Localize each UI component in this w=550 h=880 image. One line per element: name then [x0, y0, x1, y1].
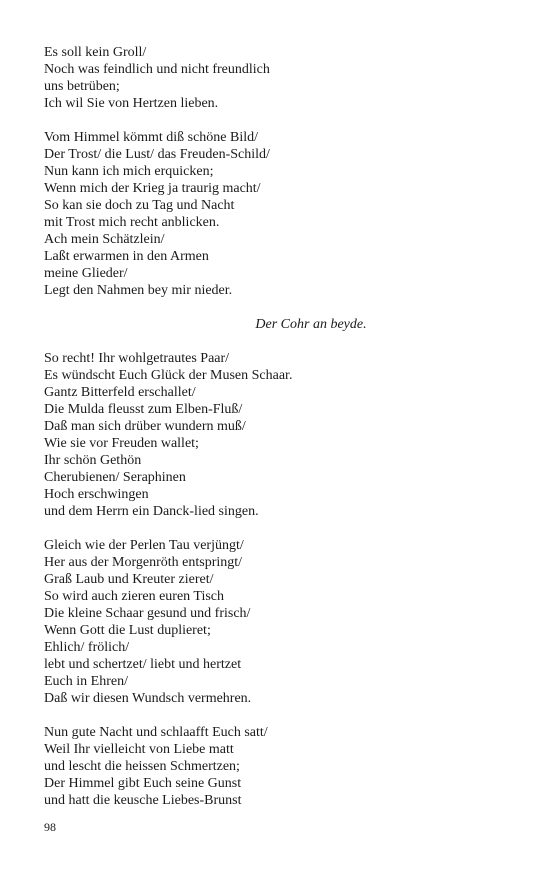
verse-line: Vom Himmel kömmt diß schöne Bild/	[44, 130, 259, 145]
verse-line: Wenn Gott die Lust duplieret;	[44, 623, 211, 638]
verse-line: Die kleine Schaar gesund und frisch/	[44, 606, 251, 621]
verse-line: Die Mulda fleusst zum Elben-Fluß/	[44, 402, 243, 417]
verse-line: Ihr schön Gethön	[44, 453, 142, 468]
verse-line: lebt und schertzet/ liebt und hertzet	[44, 657, 242, 672]
stanza	[44, 537, 514, 707]
verse-line: So wird auch zieren euren Tisch	[44, 589, 225, 604]
verse-line: Laßt erwarmen in den Armen	[44, 249, 209, 264]
verse-line: und lescht die heissen Schmertzen;	[44, 759, 240, 774]
verse-line: Weil Ihr vielleicht von Liebe matt	[44, 742, 234, 757]
verse-line: uns betrüben;	[44, 79, 120, 94]
verse-line: Es soll kein Groll/	[44, 45, 147, 60]
verse-line: Ehlich/ frölich/	[44, 640, 130, 655]
verse-line: Noch was feindlich und nicht freundlich	[44, 62, 270, 77]
verse-line: Ich wil Sie von Hertzen lieben.	[44, 96, 219, 111]
verse-line: Legt den Nahmen bey mir nieder.	[44, 283, 233, 298]
verse-line: mit Trost mich recht anblicken.	[44, 215, 220, 230]
verse-line: So kan sie doch zu Tag und Nacht	[44, 198, 235, 213]
stanza	[44, 44, 514, 112]
verse-line: Daß man sich drüber wundern muß/	[44, 419, 246, 434]
verse-line: Wie sie vor Freuden wallet;	[44, 436, 199, 451]
verse-line: Hoch erschwingen	[44, 487, 149, 502]
verse-line: Her aus der Morgenröth entspringt/	[44, 555, 243, 570]
verse-line: Nun kann ich mich erquicken;	[44, 164, 214, 179]
verse-line: So recht! Ihr wohlgetrautes Paar/	[44, 351, 230, 366]
verse-line: Cherubienen/ Seraphinen	[44, 470, 186, 485]
verse-line: Gantz Bitterfeld erschallet/	[44, 385, 196, 400]
verse-line: Gleich wie der Perlen Tau verjüngt/	[44, 538, 244, 553]
verse-line: Es wündscht Euch Glück der Musen Schaar.	[44, 368, 293, 383]
verse-line: Graß Laub und Kreuter zieret/	[44, 572, 214, 587]
verse-line: Nun gute Nacht und schlaafft Euch satt/	[44, 725, 268, 740]
stanza	[44, 129, 514, 299]
section-heading: Der Cohr an beyde.	[255, 317, 367, 332]
poem-part-b	[44, 350, 514, 809]
verse-line: Der Trost/ die Lust/ das Freuden-Schild/	[44, 147, 270, 162]
verse-line: Euch in Ehren/	[44, 674, 128, 689]
verse-line: und hatt die keusche Liebes-Brunst	[44, 793, 242, 808]
verse-line: Der Himmel gibt Euch seine Gunst	[44, 776, 242, 791]
stanza	[44, 350, 514, 520]
page-number: 98	[44, 820, 56, 834]
verse-line: Wenn mich der Krieg ja traurig macht/	[44, 181, 261, 196]
verse-line: Daß wir diesen Wundsch vermehren.	[44, 691, 252, 706]
verse-line: meine Glieder/	[44, 266, 128, 281]
poem-part-a	[44, 44, 514, 299]
poem-text	[44, 44, 514, 826]
stanza	[44, 724, 514, 809]
verse-line: Ach mein Schätzlein/	[44, 232, 165, 247]
verse-line: und dem Herrn ein Danck-lied singen.	[44, 504, 259, 519]
